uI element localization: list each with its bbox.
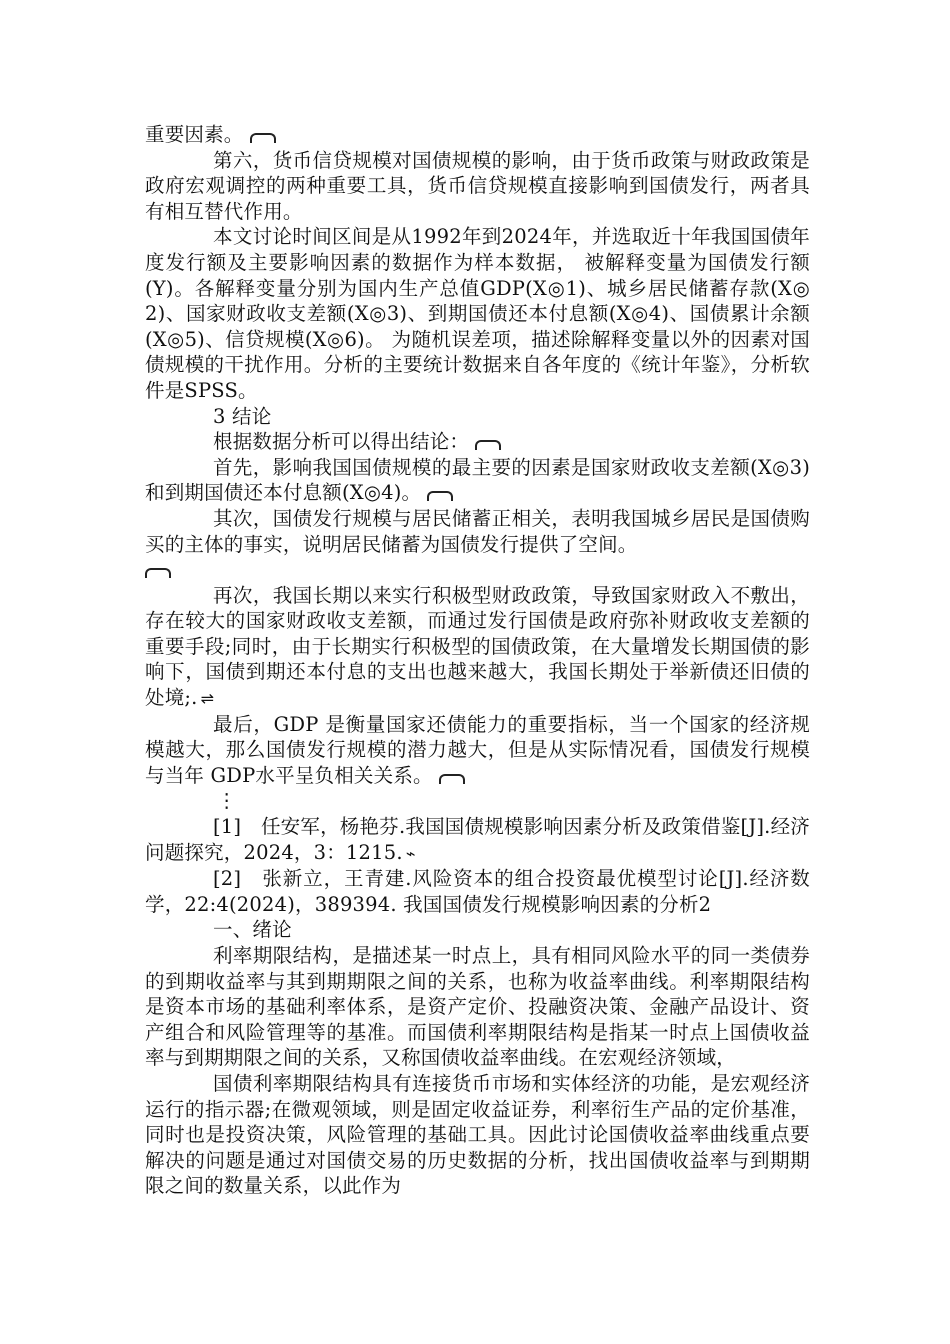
paragraph-text: 国债利率期限结构具有连接货币市场和实体经济的功能，是宏观经济运行的指示器;在微观领域，则是固定收益证券，利率衍生产品的定价基准，同时也是投资决策，风险管理的基础工具。因此讨论国债收益率曲线重点要解决的问题是通过对国债交易的历史数据的分析，找出国债收益率与到期期限之间的数量关系，以此作为 bbox=[145, 1071, 810, 1198]
paragraph-text: 首先，影响我国国债规模的最主要的因素是国家财政收支差额(X◎3)和到期国债还本付息额(X◎4)。 bbox=[145, 455, 810, 505]
section-heading-introduction: 一、绪论 bbox=[213, 918, 292, 942]
paragraph-end-mark-icon bbox=[439, 774, 465, 784]
document-page bbox=[145, 122, 810, 1199]
paragraph-text: 本文讨论时间区间是从1992年到2024年，并选取近十年我国国债年度发行额及主要影响因素的数据作为样本数据， 被解释变量为国债发行额(Y)。各解释变量分别为国内生产总值GDP(X◎1)、城乡居民储蓄存款(X◎2)、国家财政收支差额(X◎3)、到期国债还本付息额(X◎4)、国债累计余额(X◎5)、信贷规模(X◎6)。 为随机误差项，描述除解释变量以外的因素对国债规模的干扰作用。分析的主要统计数据来自各年度的《统计年鉴》，分析软件是SPSS。 bbox=[145, 225, 810, 402]
paragraph-end-mark-icon bbox=[145, 568, 171, 578]
paragraph-text: 其次，国债发行规模与居民储蓄正相关，表明我国城乡居民是国债购买的主体的事实，说明居民储蓄为国债发行提供了空间。 bbox=[145, 506, 810, 556]
paragraph-text: 最后，GDP 是衡量国家还债能力的重要指标，当一个国家的经济规模越大，那么国债发行规模的潜力越大，但是从实际情况看，国债发行规模与当年 GDP水平呈负相关关系。 bbox=[145, 712, 810, 787]
reference-1 bbox=[145, 814, 810, 866]
paragraph-text: 再次，我国长期以来实行积极型财政政策，导致国家财政入不敷出，存在较大的国家财政收支差额，而通过发行国债是政府弥补财政收支差额的重要手段;同时，由于长期实行积极型的国债政策，在大量增发长期国债的影响下，国债到期还本付息的支出也越来越大，我国长期处于举新债还旧债的处境;. bbox=[145, 583, 810, 710]
reference-text: [2] 张新立，王青建.风险资本的组合投资最优模型讨论[J].经济数学，22:4(2024)，389394. 我国国债发行规模影响因素的分析2 bbox=[145, 867, 810, 916]
paragraph-end-mark-icon bbox=[427, 491, 453, 501]
reference-text: [1] 任安军，杨艳芬.我国国债规模影响因素分析及政策借鉴[J].经济问题探究，2024，3：1215. bbox=[145, 815, 810, 864]
vertical-ellipsis-icon: ⋮ bbox=[217, 789, 237, 813]
paragraph-6 bbox=[145, 506, 810, 557]
paragraph-text: 利率期限结构，是描述某一时点上，具有相同风险水平的同一类债券的到期收益率与其到期期限之间的关系，也称为收益率曲线。利率期限结构是资本市场的基础利率体系，是资产定价、投融资决策、金融产品设计、资产组合和风险管理等的基准。而国债利率期限结构是指某一时点上国债收益率与到期期限之间的关系，又称国债收益率曲线。在宏观经济领域， bbox=[145, 944, 810, 1070]
section-heading-conclusion: 3 结论 bbox=[213, 404, 272, 428]
exchange-arrows-icon: ⇌ bbox=[200, 689, 215, 709]
reference-2 bbox=[145, 866, 810, 917]
paragraph-end-mark-line bbox=[145, 557, 810, 583]
paragraph-8 bbox=[145, 712, 810, 789]
paragraph-text: 重要因素。 bbox=[145, 123, 244, 146]
squiggle-icon: ⌁ bbox=[405, 843, 416, 863]
paragraph-5 bbox=[145, 455, 810, 506]
paragraph-1 bbox=[145, 148, 810, 225]
paragraph-7 bbox=[145, 583, 810, 712]
paragraph-text: 根据数据分析可以得出结论： bbox=[213, 430, 470, 454]
paragraph-0 bbox=[145, 122, 810, 148]
paragraph-9 bbox=[145, 943, 810, 1071]
paragraph-10 bbox=[145, 1071, 810, 1199]
paragraph-4 bbox=[145, 429, 810, 455]
paragraph-end-mark-icon bbox=[475, 440, 501, 450]
paragraph-2 bbox=[145, 224, 810, 403]
paragraph-end-mark-icon bbox=[250, 133, 276, 143]
paragraph-text: 第六，货币信贷规模对国债规模的影响，由于货币政策与财政政策是政府宏观调控的两种重要工具，货币信贷规模直接影响到国债发行，两者具有相互替代作用。 bbox=[145, 148, 810, 223]
